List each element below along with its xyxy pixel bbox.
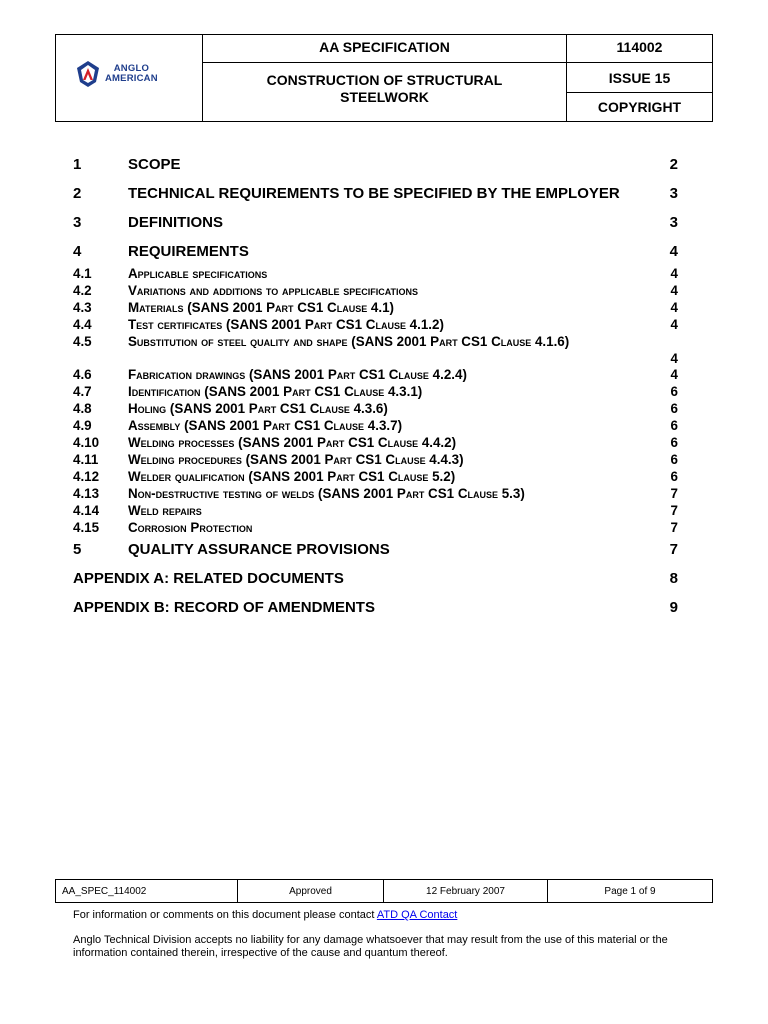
toc-entry[interactable] [73,243,678,261]
toc-title [128,503,202,518]
toc-page: 4 [669,243,678,260]
toc-page: 6 [670,469,678,484]
toc-title: QUALITY ASSURANCE PROVISIONS [128,541,390,558]
toc-subentry[interactable] [73,520,678,536]
toc-title [128,317,444,332]
toc-page: 6 [670,452,678,467]
toc-title-text: Welding procedures [128,452,242,467]
footer-date: 12 February 2007 [384,880,548,902]
footer-table [55,879,713,903]
toc-title-text: Test certificates [128,317,223,332]
toc-clause-ref: (SANS 2001 Part CS1 Clause 5.2) [244,469,456,484]
toc-title [128,283,418,298]
toc-entry[interactable] [73,185,678,203]
toc-title [128,300,394,315]
toc-appendix[interactable] [73,570,678,588]
toc-page: 4 [670,300,678,315]
logo-text-anglo: ANGLO [113,63,150,74]
toc-title [128,401,388,416]
toc-clause-ref: (SANS 2001 Part CS1 Clause 4.1.6) [347,334,570,349]
toc-clause-ref: (SANS 2001 Part CS1 Clause 4.1.2) [222,317,444,332]
spec-title: AA SPECIFICATION [203,35,567,63]
toc-subentry[interactable] [73,367,678,383]
toc-title [128,452,464,467]
footer-page-number: Page 1 of 9 [604,885,656,897]
toc-title-text: Variations and additions to applicable specifications [128,283,419,298]
toc-page: 4 [670,367,678,382]
toc-page: 6 [670,435,678,450]
toc-entry[interactable] [73,541,678,559]
toc-title-text: Weld repairs [128,503,202,518]
toc-number: 1 [73,156,82,173]
toc-title-text: Welder qualification [128,469,245,484]
toc-clause-ref: (SANS 2001 Part CS1 Clause 4.3.6) [166,401,388,416]
toc-number: 2 [73,185,82,202]
toc-title: APPENDIX A: RELATED DOCUMENTS [73,570,344,587]
toc-page: 9 [669,599,678,616]
toc-number: 4.3 [73,300,92,315]
toc-title-text: Holing [128,401,167,416]
toc-title: SCOPE [128,156,181,173]
toc-number: 4.9 [73,418,92,433]
document-title-line-1: CONSTRUCTION OF STRUCTURAL [266,72,503,88]
toc-page: 7 [670,486,678,501]
toc-title-text: Substitution of steel quality and shape [128,334,348,349]
toc-title-text: Materials [128,300,184,315]
toc-subentry[interactable] [73,503,678,519]
toc-clause-ref: (SANS 2001 Part CS1 Clause 4.4.3) [241,452,464,467]
toc-entry[interactable] [73,214,678,232]
toc-appendix[interactable] [73,599,678,617]
toc-subentry[interactable] [73,469,678,485]
toc-number: 4.8 [73,401,92,416]
toc-title [128,469,455,484]
toc-number: 4.5 [73,334,92,349]
toc-title-text: Identification [128,384,201,399]
document-number: 114002 [567,35,712,63]
toc-number: 4.4 [73,317,92,332]
copyright-label: COPYRIGHT [597,99,682,115]
toc-title [128,367,467,382]
toc-title [128,486,525,501]
toc-title-text: Assembly [128,418,181,433]
logo-icon [76,60,100,88]
toc-subentry[interactable] [73,300,678,316]
toc-title [128,384,422,399]
toc-title-text: Non-destructive testing of welds [128,486,315,501]
toc-clause-ref: (SANS 2001 Part CS1 Clause 4.4.2) [234,435,457,450]
toc-page: 7 [670,520,678,535]
document-title-line-2: STEELWORK [340,89,429,105]
toc-title [128,435,456,450]
document-header [55,34,713,122]
toc-page: 8 [669,570,678,587]
issue-number: ISSUE 15 [567,63,712,93]
toc-title-text: Applicable specifications [128,266,268,281]
toc-subentry[interactable] [73,334,678,350]
toc-subentry[interactable] [73,435,678,451]
toc-title: REQUIREMENTS [128,243,249,260]
toc-subentry[interactable] [73,486,678,502]
logo-text-american: AMERICAN [105,73,158,84]
toc-clause-ref: (SANS 2001 Part CS1 Clause 4.1) [183,300,394,315]
toc-page: 6 [670,418,678,433]
toc-page: 4 [670,266,678,281]
toc-number: 5 [73,541,82,558]
toc-number: 4.2 [73,283,92,298]
contact-line [73,909,457,921]
toc-number: 4.10 [73,435,100,450]
toc-subentry[interactable] [73,452,678,468]
toc-number: 4.15 [73,520,100,535]
toc-clause-ref: (SANS 2001 Part CS1 Clause 5.3) [314,486,525,501]
toc-number: 4 [73,243,82,260]
disclaimer-text: Anglo Technical Division accepts no liability for any damage whatsoever that may result from the use of this material or the information contained therein, irrespective of the cause and quantum thereof. [73,934,668,959]
toc-title [128,418,402,433]
toc-page: 6 [670,384,678,399]
toc-title [128,520,252,535]
contact-link[interactable]: ATD QA Contact [376,909,458,921]
toc-page: 4 [670,351,678,366]
document-title [203,63,567,121]
toc-number: 4.7 [73,384,92,399]
toc-number: 3 [73,214,82,231]
toc-page: 7 [670,503,678,518]
toc-subentry[interactable] [73,283,678,299]
toc-title: TECHNICAL REQUIREMENTS TO BE SPECIFIED BY THE EMPLOYER [128,185,620,202]
toc-page: 6 [670,401,678,416]
footer-status: Approved [238,880,384,902]
toc-number: 4.12 [73,469,100,484]
toc-number: 4.11 [73,452,99,467]
contact-text: For information or comments on this document please contact [73,909,377,921]
logo-cell [56,35,203,121]
toc-clause-ref: (SANS 2001 Part CS1 Clause 4.2.4) [245,367,467,382]
toc-clause-ref: (SANS 2001 Part CS1 Clause 4.3.1) [200,384,423,399]
toc-clause-ref: (SANS 2001 Part CS1 Clause 4.3.7) [180,418,403,433]
toc-title [128,266,267,281]
toc-page: 4 [670,317,678,332]
toc-title-text: Corrosion Protection [128,520,253,535]
toc-number: 4.14 [73,503,100,518]
toc-subentry[interactable] [73,418,678,434]
toc-title-text: Welding processes [128,435,235,450]
toc-title [128,334,569,349]
anglo-american-logo [76,60,158,88]
toc-number: 4.13 [73,486,100,501]
toc-subentry[interactable] [73,266,678,282]
toc-page: 3 [669,185,678,202]
toc-title-text: Fabrication drawings [128,367,246,382]
toc-page: 7 [669,541,678,558]
toc-title: APPENDIX B: RECORD OF AMENDMENTS [73,599,375,616]
toc-entry[interactable] [73,156,678,174]
toc-page: 2 [669,156,678,173]
toc-subentry[interactable] [73,384,678,400]
toc-page: 4 [670,283,678,298]
toc-title: DEFINITIONS [128,214,224,231]
toc-number: 4.1 [73,266,92,281]
toc-subentry[interactable] [73,401,678,417]
footer-doc-code: AA_SPEC_114002 [56,880,238,902]
toc-subentry[interactable] [73,317,678,333]
toc-page: 3 [669,214,678,231]
toc-number: 4.6 [73,367,92,382]
